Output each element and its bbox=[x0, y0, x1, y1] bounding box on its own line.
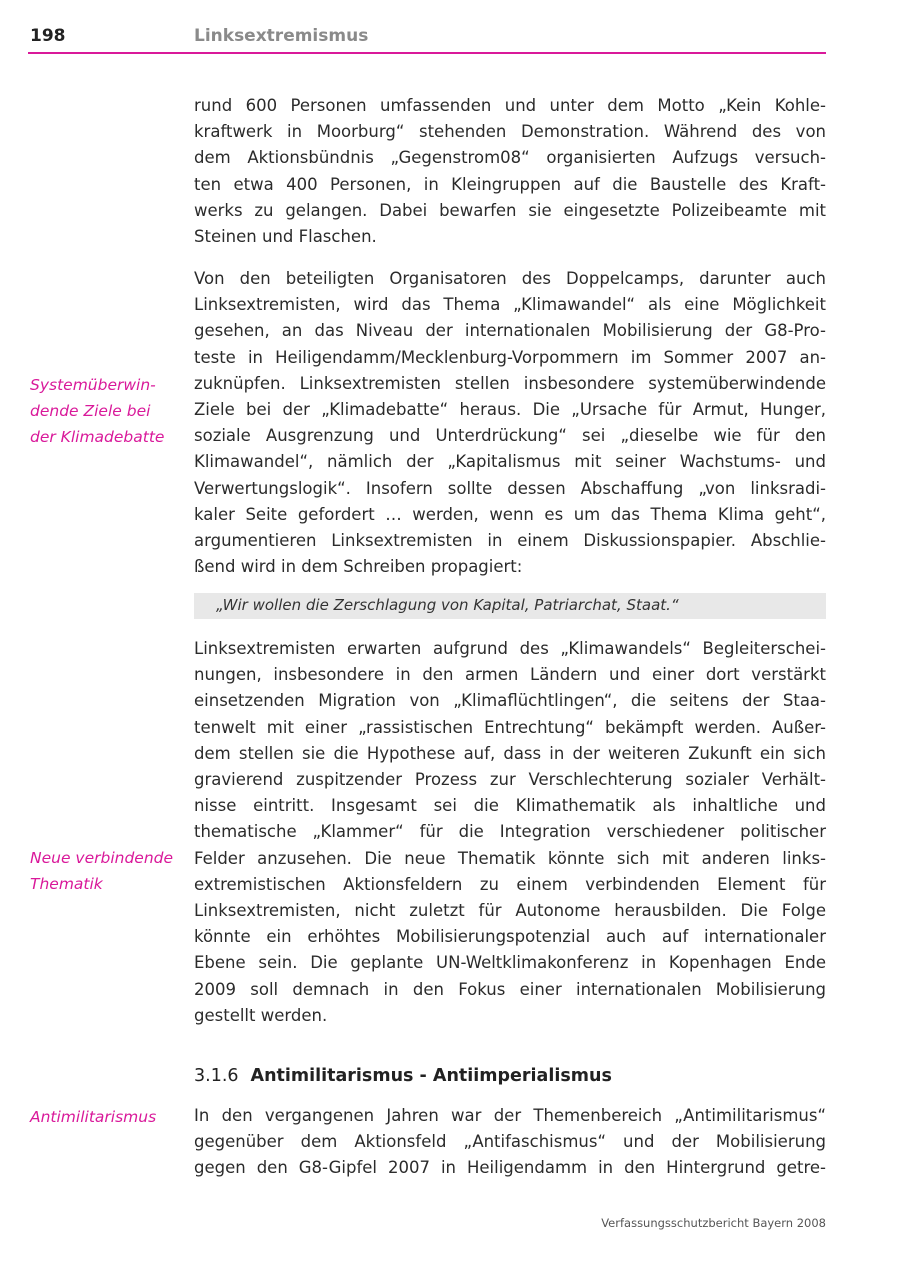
text-line: soziale Ausgrenzung und Unterdrückung“ sei „dieselbe wie für den bbox=[194, 426, 826, 446]
text-line: dem Aktionsbündnis „Gegenstrom08“ organisierten Aufzugs versuch- bbox=[194, 148, 826, 168]
margin-note-line: dende Ziele bei bbox=[30, 402, 151, 420]
text-line: tenwelt mit einer „rassistischen Entrechtung“ bekämpft werden. Außer- bbox=[194, 717, 826, 737]
text-line: ten etwa 400 Personen, in Kleingruppen auf die Baustelle des Kraft- bbox=[194, 174, 826, 194]
paragraph-2 bbox=[194, 266, 826, 580]
text-line: zuknüpfen. Linksextremisten stellen insbesondere systemüberwindende bbox=[194, 373, 826, 393]
text-line: 2009 soll demnach in den Fokus einer internationalen Mobilisierung bbox=[194, 979, 826, 999]
footer-publication: Verfassungsschutzbericht Bayern 2008 bbox=[601, 1216, 826, 1230]
margin-note-line: Antimilitarismus bbox=[30, 1108, 157, 1126]
text-line: gesehen, an das Niveau der internationalen Mobilisierung der G8-Pro- bbox=[194, 321, 826, 341]
text-line: rund 600 Personen umfassenden und unter dem Motto „Kein Kohle- bbox=[194, 96, 826, 115]
text-line: werks zu gelangen. Dabei bewarfen sie eingesetzte Polizeibeamte mit bbox=[194, 200, 826, 220]
text-line: Ziele bei der „Klimadebatte“ heraus. Die „Ursache für Armut, Hunger, bbox=[194, 400, 826, 420]
text-line: kraftwerk in Moorburg“ stehenden Demonstration. Während des von bbox=[194, 122, 826, 142]
text-line: gravierend zuspitzender Prozess zur Verschlechterung sozialer Verhält- bbox=[194, 770, 826, 790]
text-line: extremistischen Aktionsfeldern zu einem verbindenden Element für bbox=[194, 874, 826, 894]
paragraph-4 bbox=[194, 1103, 826, 1182]
text-line: ßend wird in dem Schreiben propagiert: bbox=[194, 557, 523, 577]
text-line: teste in Heiligendamm/Mecklenburg-Vorpommern im Sommer 2007 an- bbox=[194, 347, 826, 367]
text-line: Verwertungslogik“. Insofern sollte dessen Abschaffung „von linksradi- bbox=[194, 478, 826, 498]
paragraph-1 bbox=[194, 93, 826, 250]
margin-note-line: Thematik bbox=[30, 875, 103, 893]
quote-text: „Wir wollen die Zerschlagung von Kapital, Patriarchat, Staat.“ bbox=[216, 596, 679, 614]
text-line: Linksextremisten, nicht zuletzt für Autonome herausbilden. Die Folge bbox=[194, 901, 826, 921]
text-line: In den vergangenen Jahren war der Themenbereich „Antimilitarismus“ bbox=[194, 1106, 826, 1125]
text-line: gestellt werden. bbox=[194, 1005, 328, 1025]
text-line: Von den beteiligten Organisatoren des Doppelcamps, darunter auch bbox=[194, 269, 826, 288]
text-line: kaler Seite gefordert … werden, wenn es um das Thema Klima geht“, bbox=[194, 504, 826, 524]
section-heading bbox=[194, 1066, 612, 1086]
text-line: thematische „Klammer“ für die Integration verschiedener politischer bbox=[194, 822, 826, 842]
text-line: argumentieren Linksextremisten in einem Diskussionspapier. Abschlie- bbox=[194, 531, 826, 551]
margin-note-systemueberwindende-ziele bbox=[30, 372, 164, 450]
text-line: dem stellen sie die Hypothese auf, dass in der weiteren Zukunft ein sich bbox=[194, 743, 826, 763]
header-rule bbox=[28, 52, 826, 54]
text-line: Klimawandel“, nämlich der „Kapitalismus mit seiner Wachstums- und bbox=[194, 452, 826, 472]
margin-note-antimilitarismus bbox=[30, 1104, 156, 1130]
text-line: könnte ein erhöhtes Mobilisierungspotenzial auch auf internationaler bbox=[194, 927, 826, 947]
text-line: Linksextremisten, wird das Thema „Klimawandel“ als eine Möglichkeit bbox=[194, 295, 826, 315]
text-line: einsetzenden Migration von „Klimaflüchtlingen“, die seitens der Staa- bbox=[194, 691, 826, 711]
page-number: 198 bbox=[30, 26, 66, 46]
margin-note-line: Systemüberwin- bbox=[30, 376, 156, 394]
text-line: Linksextremisten erwarten aufgrund des „Klimawandels“ Begleiterschei- bbox=[194, 639, 826, 658]
chapter-title: Linksextremismus bbox=[194, 26, 369, 46]
section-title: Antimilitarismus - Antiimperialismus bbox=[250, 1066, 612, 1086]
margin-note-line: Neue verbindende bbox=[30, 849, 174, 867]
section-number: 3.1.6 bbox=[194, 1066, 239, 1086]
text-line: gegenüber dem Aktionsfeld „Antifaschismus“ und der Mobilisierung bbox=[194, 1132, 826, 1152]
margin-note-line: der Klimadebatte bbox=[30, 428, 165, 446]
text-line: Steinen und Flaschen. bbox=[194, 227, 377, 247]
paragraph-3 bbox=[194, 636, 826, 1029]
margin-note-neue-thematik bbox=[30, 845, 173, 897]
text-line: gegen den G8-Gipfel 2007 in Heiligendamm in den Hintergrund getre- bbox=[194, 1158, 826, 1178]
text-line: nungen, insbesondere in den armen Ländern und einer dort verstärkt bbox=[194, 665, 826, 685]
quote-box bbox=[194, 593, 826, 619]
text-line: Ebene sein. Die geplante UN-Weltklimakonferenz in Kopenhagen Ende bbox=[194, 953, 826, 973]
text-line: Felder anzusehen. Die neue Thematik könnte sich mit anderen links- bbox=[194, 848, 826, 868]
text-line: nisse eintritt. Insgesamt sei die Klimathematik als inhaltliche und bbox=[194, 796, 826, 816]
